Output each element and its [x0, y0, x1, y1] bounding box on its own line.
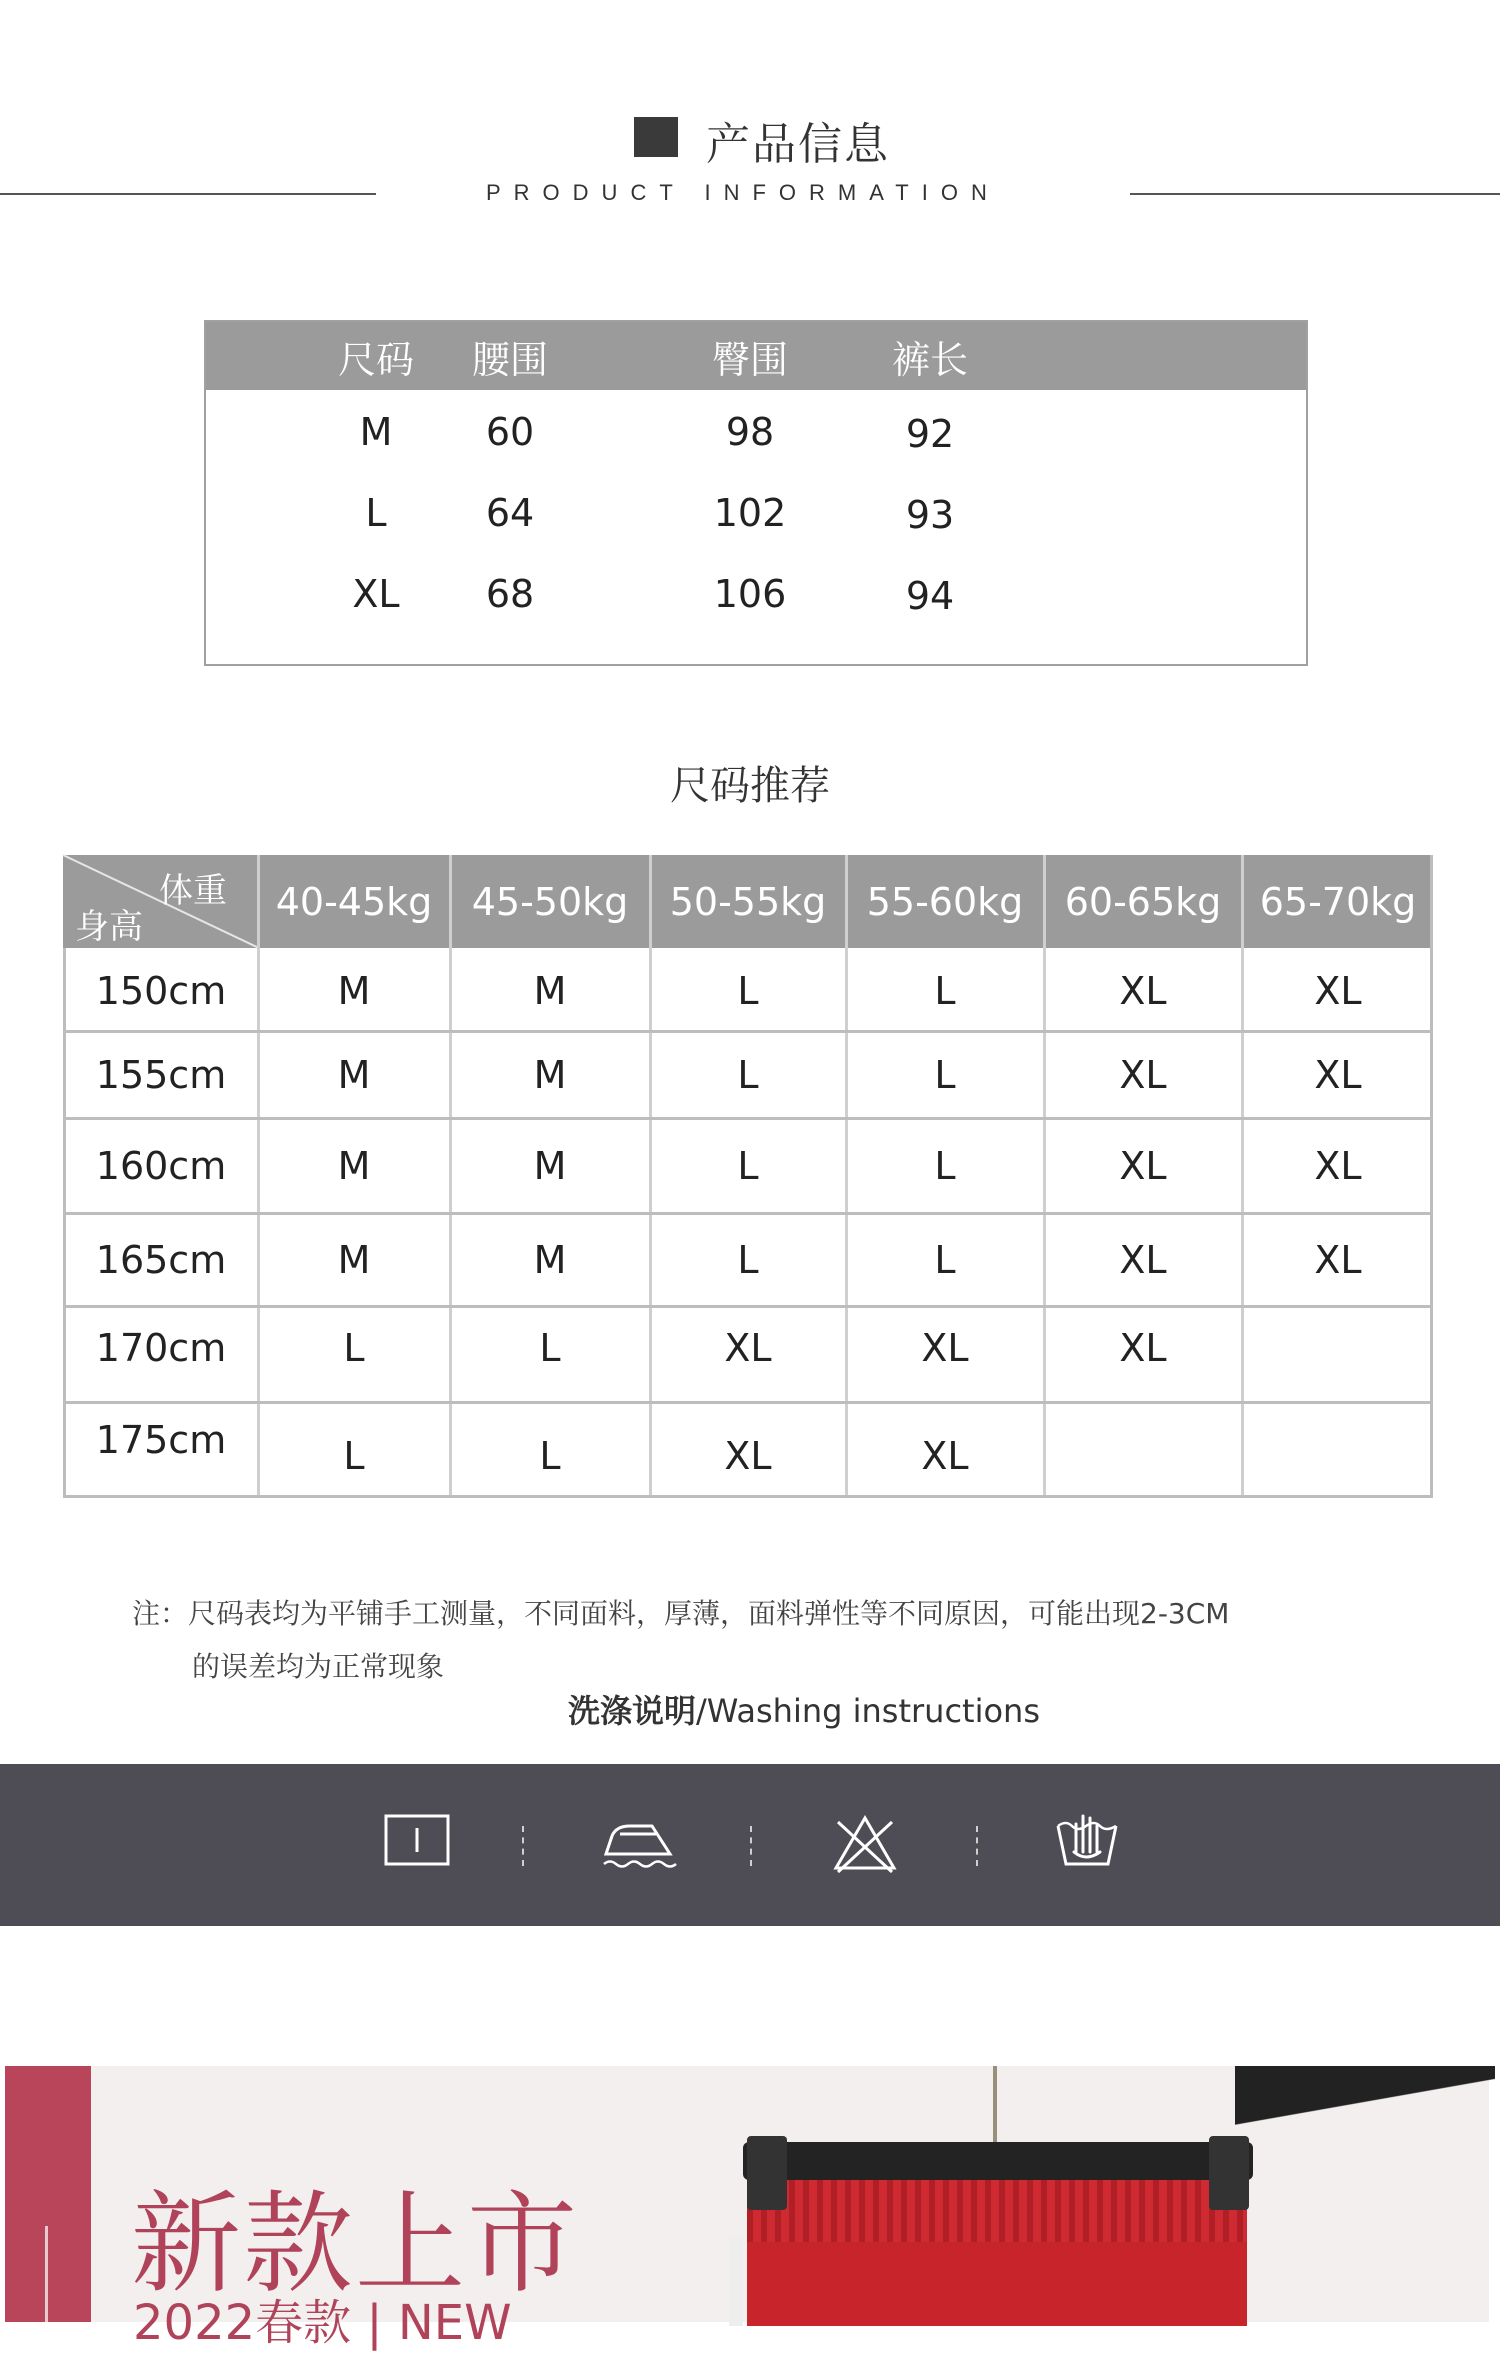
size-table-cell: 93	[905, 493, 955, 537]
washing-title-en: /Washing instructions	[696, 1692, 1040, 1730]
size-cell: M	[337, 1238, 371, 1282]
washing-title-cn: 洗涤说明	[568, 1692, 697, 1730]
size-table-cell: 98	[725, 410, 775, 454]
size-cell: L	[737, 1053, 759, 1097]
weight-header: 40-45kg	[275, 879, 433, 924]
height-label: 160cm	[95, 1144, 227, 1188]
banner-accent-strip	[5, 2066, 91, 2322]
size-cell: XL	[1314, 1053, 1362, 1097]
banner-subtitle: 2022春款 | NEW	[133, 2295, 512, 2351]
size-cell: L	[934, 1144, 956, 1188]
recommend-row	[63, 1404, 1433, 1495]
size-cell: XL	[1314, 1144, 1362, 1188]
size-cell: XL	[1119, 1053, 1167, 1097]
size-cell: XL	[1119, 1144, 1167, 1188]
hand-wash-icon	[1054, 1808, 1120, 1870]
note-line-1: 注：尺码表均为平铺手工测量，不同面料，厚薄，面料弹性等不同原因，可能出现2-3CM	[132, 1597, 1230, 1630]
size-cell	[1243, 1404, 1433, 1495]
size-table-col-length: 裤长	[891, 337, 968, 382]
corner-weight-label: 体重	[159, 871, 227, 911]
banner-accent-line	[45, 2226, 48, 2322]
banner-dark-corner	[1235, 2066, 1495, 2126]
size-table-col-hip: 臀围	[711, 337, 788, 382]
size-cell: M	[337, 969, 371, 1013]
size-table-cell: 68	[485, 572, 535, 616]
weight-header: 55-60kg	[866, 879, 1024, 924]
recommend-row	[63, 1215, 1433, 1305]
new-arrival-banner	[5, 2066, 1489, 2351]
icon-separator	[522, 1826, 524, 1866]
size-cell: XL	[921, 1433, 969, 1478]
size-cell: XL	[724, 1433, 772, 1478]
size-table-col-waist: 腰围	[471, 337, 548, 382]
height-label: 155cm	[95, 1053, 227, 1097]
size-cell: L	[539, 1326, 561, 1370]
hanger-hook	[993, 2066, 997, 2146]
recommend-row	[63, 1120, 1433, 1212]
weight-header: 65-70kg	[1259, 879, 1417, 924]
size-table-cell: XL	[352, 572, 400, 616]
height-label: 165cm	[95, 1238, 227, 1282]
size-cell: M	[337, 1053, 371, 1097]
size-cell: L	[539, 1433, 561, 1478]
size-cell: L	[737, 1144, 759, 1188]
size-cell: L	[934, 1053, 956, 1097]
height-label: 175cm	[95, 1418, 227, 1462]
size-cell: M	[533, 1238, 567, 1282]
size-table-cell: 92	[905, 412, 955, 456]
size-cell: L	[934, 969, 956, 1013]
product-photo-waistband	[747, 2178, 1247, 2242]
tumble-dry-icon	[384, 1814, 450, 1870]
size-table-cell: 106	[713, 572, 787, 616]
size-cell: XL	[921, 1326, 969, 1370]
size-table-cell: M	[359, 410, 393, 454]
banner-title: 新款上市	[131, 2180, 579, 2308]
recommend-table	[63, 855, 1433, 1498]
size-cell: L	[343, 1326, 365, 1370]
note-line-2: 的误差均为正常现象	[192, 1650, 445, 1683]
icon-separator	[976, 1826, 978, 1866]
corner-height-label: 身高	[75, 907, 143, 947]
weight-header: 45-50kg	[471, 879, 629, 924]
size-table-cell: 60	[485, 410, 535, 454]
washing-title	[568, 1686, 1040, 1732]
size-table-cell: 94	[905, 574, 955, 618]
hanger-clip-left	[747, 2136, 787, 2210]
size-cell: XL	[724, 1326, 772, 1370]
hanger-bar	[743, 2142, 1253, 2180]
iron-icon	[600, 1814, 680, 1874]
header-divider-right	[1130, 193, 1500, 195]
size-cell: M	[533, 1144, 567, 1188]
size-cell: M	[337, 1144, 371, 1188]
height-label: 170cm	[95, 1326, 227, 1370]
size-cell	[1243, 1308, 1433, 1388]
size-cell: L	[737, 1238, 759, 1282]
recommend-title: 尺码推荐	[670, 763, 830, 809]
product-photo-stripe	[729, 2236, 743, 2326]
header-divider-left	[0, 193, 376, 195]
size-cell: L	[934, 1238, 956, 1282]
page-title: 产品信息	[706, 119, 890, 170]
size-cell: L	[343, 1433, 365, 1478]
no-bleach-icon	[832, 1814, 898, 1874]
size-cell: XL	[1314, 969, 1362, 1013]
size-table-cell: L	[365, 491, 387, 535]
header-square-icon	[634, 117, 678, 157]
size-cell	[1045, 1404, 1241, 1495]
size-cell: L	[737, 969, 759, 1013]
size-table	[204, 320, 1308, 666]
size-table-col-size: 尺码	[337, 337, 414, 382]
size-table-cell: 64	[485, 491, 535, 535]
hanger-clip-right	[1209, 2136, 1249, 2210]
recommend-row	[63, 1308, 1433, 1398]
page-subtitle: PRODUCT INFORMATION	[486, 180, 1000, 205]
size-cell: M	[533, 1053, 567, 1097]
recommend-row	[63, 1033, 1433, 1117]
size-cell: XL	[1314, 1238, 1362, 1282]
size-cell: M	[533, 969, 567, 1013]
icon-separator	[750, 1826, 752, 1866]
weight-header: 50-55kg	[669, 879, 827, 924]
size-cell: XL	[1119, 1238, 1167, 1282]
recommend-row	[63, 951, 1433, 1031]
size-table-header	[206, 322, 1306, 390]
size-cell: XL	[1119, 969, 1167, 1013]
weight-header: 60-65kg	[1064, 879, 1222, 924]
size-table-cell: 102	[713, 491, 787, 535]
height-label: 150cm	[95, 969, 227, 1013]
size-cell: XL	[1119, 1326, 1167, 1370]
